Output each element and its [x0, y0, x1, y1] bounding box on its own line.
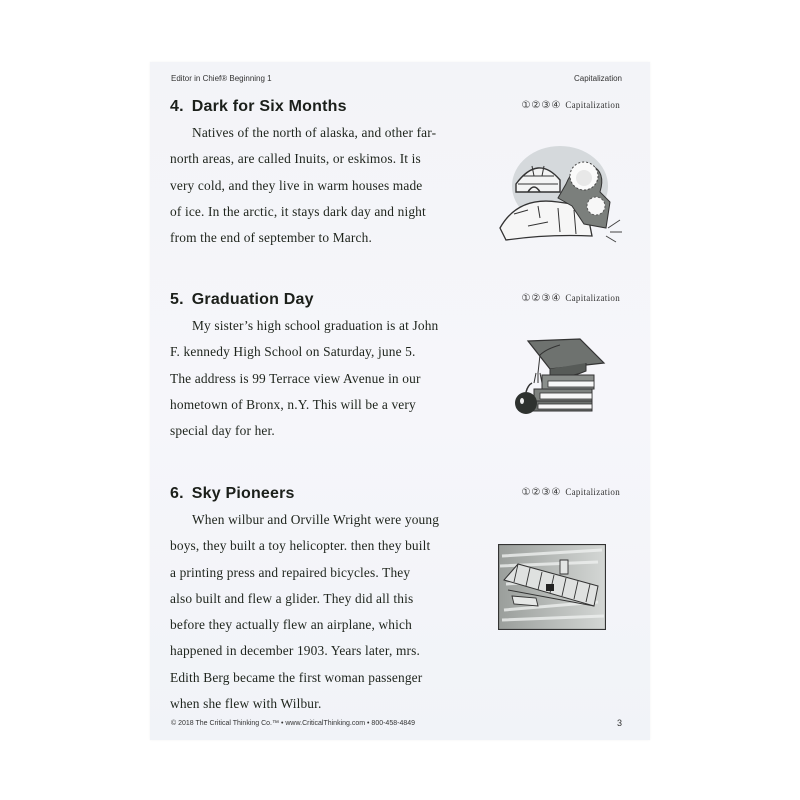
exercise-4: [170, 96, 640, 251]
exercise-title: 4. Dark for Six Months: [170, 98, 347, 115]
page-number: 3: [616, 718, 622, 728]
skill-markers: ①②③④ Capitalization: [521, 100, 620, 111]
page-footer: [171, 718, 622, 728]
exercise-title: 5. Graduation Day: [170, 291, 314, 308]
wright-airplane-icon: [498, 544, 606, 630]
exercise-title: 6. Sky Pioneers: [170, 485, 295, 502]
running-header: [171, 74, 622, 83]
exercise-paragraph: My sister’s high school graduation is at John F. kennedy High School on Saturday, june 5. The address is 99 Terrace view Avenue in our hometown of Bronx, n.Y. This will be a very special day for her.: [170, 318, 439, 439]
workbook-page: [150, 62, 650, 740]
skill-markers: ①②③④ Capitalization: [521, 293, 620, 304]
exercise-5: [170, 289, 640, 444]
graduation-cap-books-icon: [488, 325, 608, 415]
exercise-paragraph: Natives of the north of alaska, and other far- north areas, are called Inuits, or eskimos. It is very cold, and they live in warm houses made of ice. In the arctic, it stays dark day and night from the end of september to March.: [170, 125, 437, 246]
exercise-paragraph: When wilbur and Orville Wright were young boys, they built a toy helicopter. then they built a printing press and repaired bicycles. They also built and flew a glider. They did all this before they actually flew an airplane, which happened in december 1903. Years later, mrs. Edith Berg became the first woman passenger when she flew with Wilbur.: [170, 512, 440, 712]
book-title: Editor in Chief® Beginning 1: [171, 74, 272, 83]
copyright-notice: © 2018 The Critical Thinking Co.™ • www.CriticalThinking.com • 800-458-4849: [171, 719, 416, 727]
exercise-6: [170, 483, 640, 717]
section-label: Capitalization: [573, 74, 622, 83]
skill-markers: ①②③④ Capitalization: [521, 487, 620, 498]
inuit-igloo-icon: [488, 136, 628, 246]
